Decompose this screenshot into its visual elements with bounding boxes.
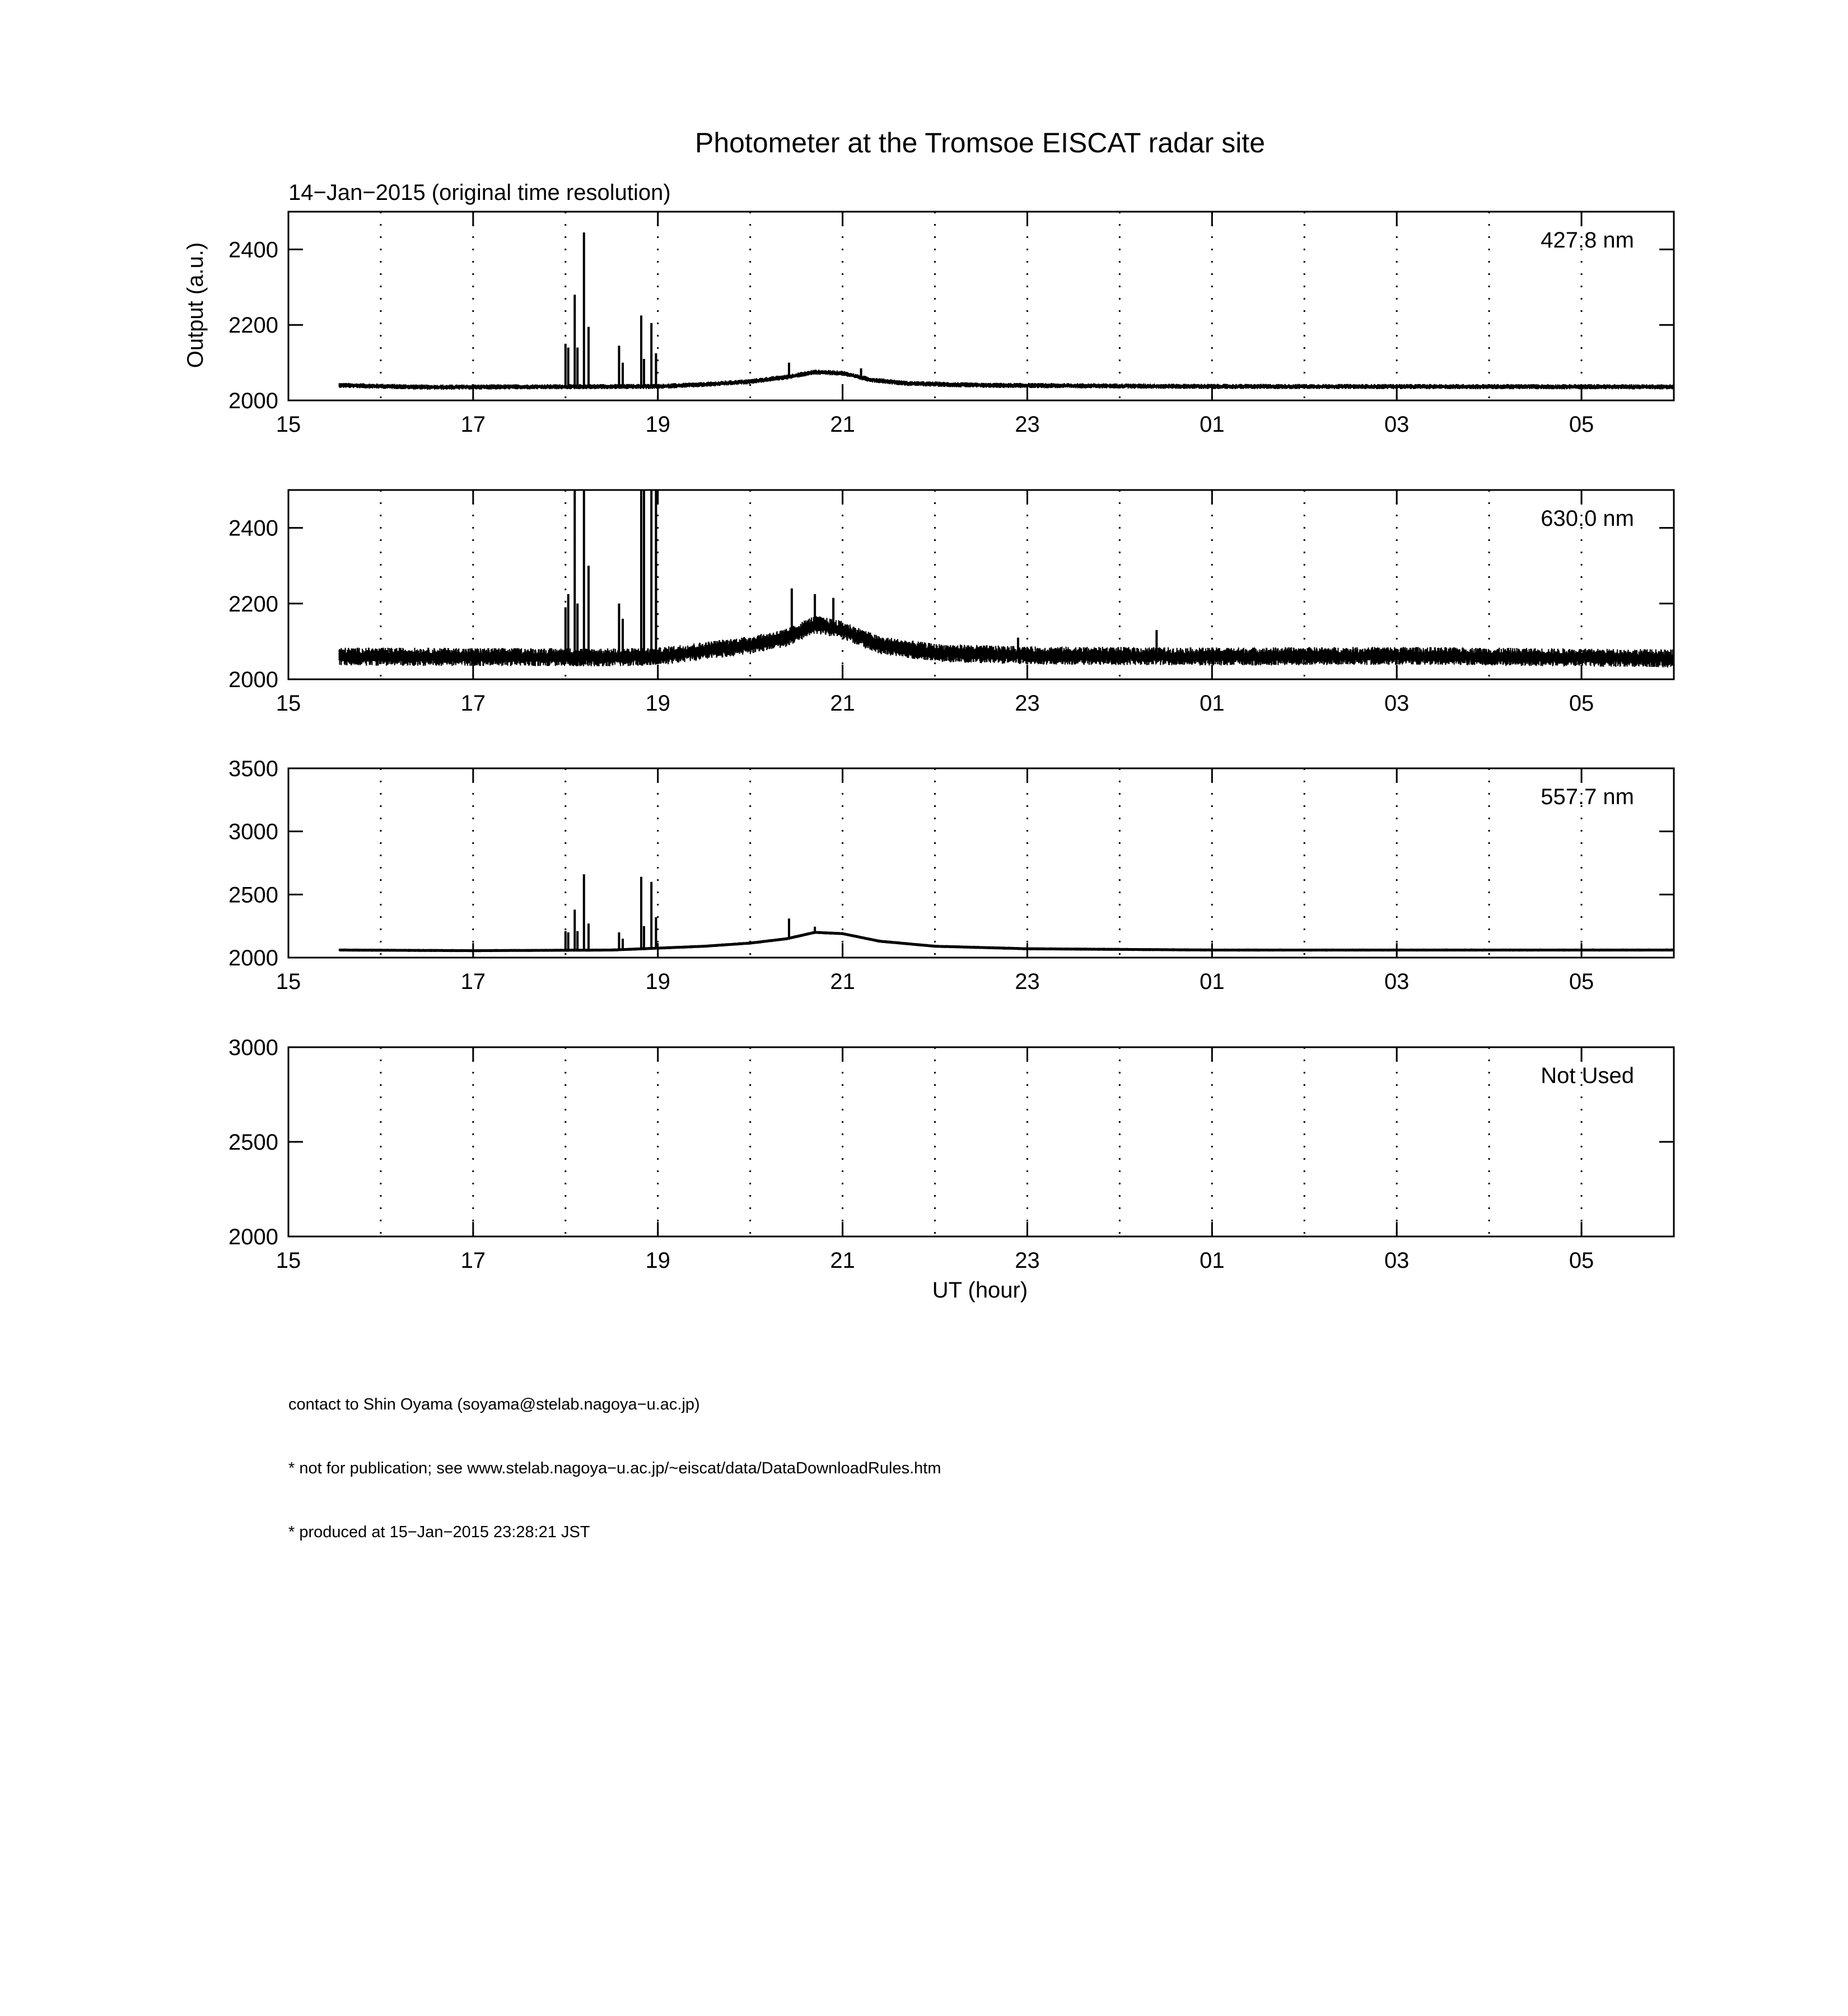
x-tick-label: 17 <box>460 1248 486 1273</box>
x-tick-label: 01 <box>1200 1248 1225 1273</box>
series-core <box>339 932 1674 951</box>
x-tick-label: 15 <box>276 1248 301 1273</box>
x-tick-label: 21 <box>830 1248 855 1273</box>
x-tick-label: 15 <box>276 969 301 994</box>
channel-label: Not Used <box>1541 1063 1634 1088</box>
y-tick-label: 3000 <box>228 819 278 844</box>
x-tick-label: 17 <box>460 969 486 994</box>
figure-title: Photometer at the Tromsoe EISCAT radar site <box>694 127 1266 158</box>
y-tick-label: 2200 <box>228 313 278 338</box>
panel-3 <box>228 757 1674 994</box>
y-tick-label: 2500 <box>228 883 278 908</box>
y-tick-label: 2000 <box>228 946 278 970</box>
footer-produced-at: * produced at 15−Jan−2015 23:28:21 JST <box>288 1523 590 1541</box>
x-tick-label: 03 <box>1384 691 1410 716</box>
y-tick-label: 2400 <box>228 237 278 263</box>
series-line <box>339 615 1674 668</box>
y-tick-label: 2400 <box>228 516 278 541</box>
channel-label: 630.0 nm <box>1541 506 1634 531</box>
x-tick-label: 19 <box>645 691 670 716</box>
x-tick-label: 17 <box>460 412 486 437</box>
footer-contact: contact to Shin Oyama (soyama@stelab.nagoya−u.ac.jp) <box>288 1396 700 1413</box>
x-tick-label: 03 <box>1384 412 1410 437</box>
y-tick-label: 3500 <box>228 757 278 781</box>
x-tick-label: 17 <box>460 691 486 716</box>
x-tick-label: 21 <box>830 691 855 716</box>
y-axis-label: Output (a.u.) <box>183 242 208 368</box>
x-tick-label: 19 <box>645 969 670 994</box>
x-tick-label: 23 <box>1015 969 1040 994</box>
x-tick-label: 01 <box>1200 969 1225 994</box>
x-tick-label: 03 <box>1384 1248 1410 1273</box>
figure-subtitle: 14−Jan−2015 (original time resolution) <box>288 180 671 205</box>
channel-label: 557.7 nm <box>1541 785 1634 809</box>
x-tick-label: 05 <box>1569 1248 1594 1273</box>
panels <box>228 212 1674 1273</box>
x-tick-label: 15 <box>276 412 301 437</box>
channel-label: 427.8 nm <box>1541 228 1634 253</box>
x-tick-label: 23 <box>1015 412 1040 437</box>
x-tick-label: 23 <box>1015 691 1040 716</box>
y-tick-label: 2000 <box>228 668 278 692</box>
panel-1 <box>228 212 1674 437</box>
x-axis-label: UT (hour) <box>932 1278 1028 1303</box>
x-tick-label: 19 <box>645 412 670 437</box>
axes-box <box>288 768 1674 958</box>
x-tick-label: 21 <box>830 969 855 994</box>
x-tick-label: 03 <box>1384 969 1410 994</box>
axes-box <box>288 212 1674 400</box>
x-tick-label: 01 <box>1200 412 1225 437</box>
y-tick-label: 2200 <box>228 591 278 617</box>
x-tick-label: 05 <box>1569 412 1594 437</box>
panel-2 <box>228 490 1674 716</box>
footer-publication-note: * not for publication; see www.stelab.nagoya−u.ac.jp/~eiscat/data/DataDownloadRules.htm <box>288 1459 941 1477</box>
x-tick-label: 15 <box>276 691 301 716</box>
panel-4 <box>228 1035 1674 1273</box>
x-tick-label: 01 <box>1200 691 1225 716</box>
axes-box <box>288 1047 1674 1236</box>
x-tick-label: 05 <box>1569 969 1594 994</box>
y-tick-label: 2000 <box>228 1225 278 1249</box>
y-tick-label: 3000 <box>228 1035 278 1060</box>
y-tick-label: 2500 <box>228 1130 278 1155</box>
x-tick-label: 05 <box>1569 691 1594 716</box>
footer-notes <box>288 1351 941 1564</box>
x-tick-label: 21 <box>830 412 855 437</box>
y-tick-label: 2000 <box>228 389 278 413</box>
x-tick-label: 23 <box>1015 1248 1040 1273</box>
x-tick-label: 19 <box>645 1248 670 1273</box>
